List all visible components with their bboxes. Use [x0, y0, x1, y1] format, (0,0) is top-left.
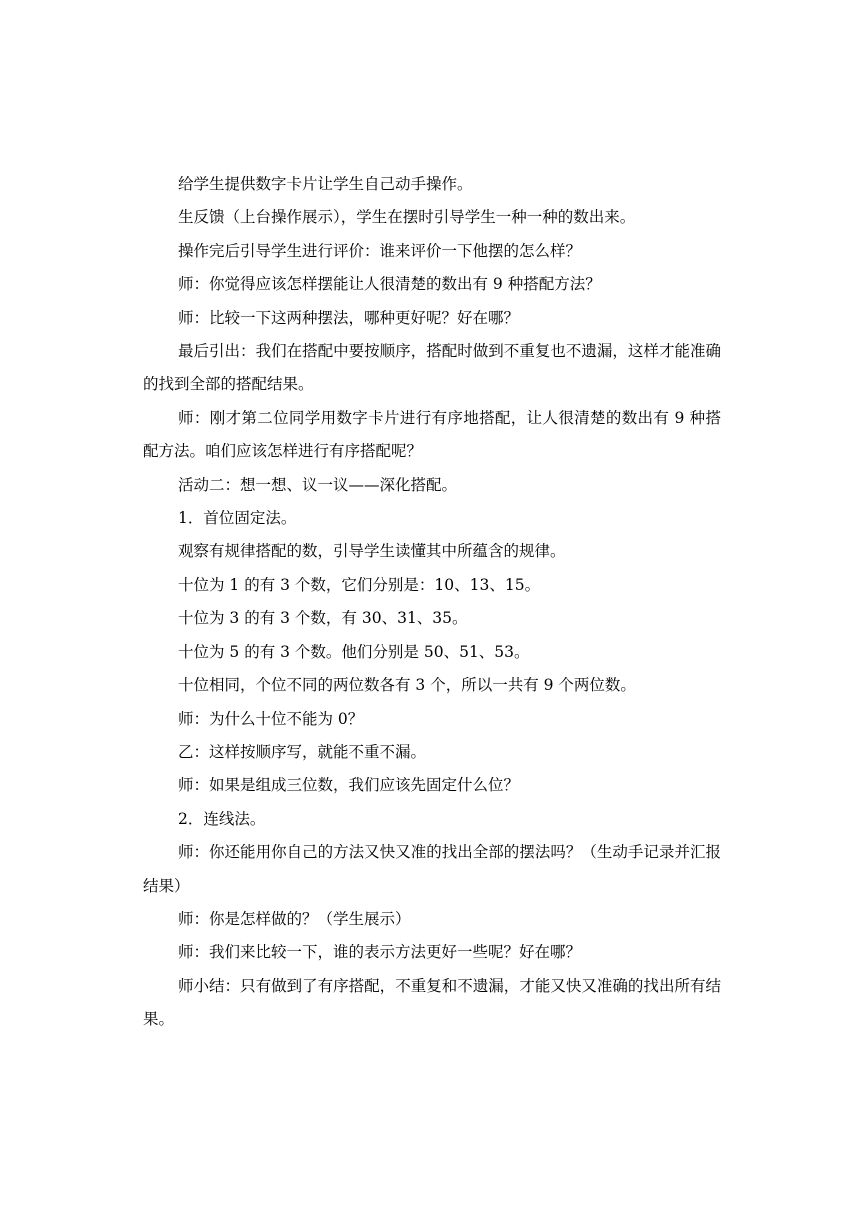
paragraph: 师：你是怎样做的？（学生展示）	[178, 909, 411, 928]
paragraph: 师：比较一下这两种摆法，哪种更好呢？好在哪？	[178, 308, 520, 327]
paragraph: 十位相同，个位不同的两位数各有 3 个，所以一共有 9 个两位数。	[178, 676, 636, 695]
paragraph: 观察有规律搭配的数，引导学生读懂其中所蕴含的规律。	[178, 542, 566, 561]
paragraph: 师：我们来比较一下，谁的表示方法更好一些呢？好在哪？	[178, 943, 582, 962]
paragraph: 师小结：只有做到了有序搭配，不重复和不遗漏，才能又快又准确的找出所有结果。	[143, 976, 721, 1029]
paragraph: 生反馈（上台操作展示），学生在摆时引导学生一种一种的数出来。	[178, 208, 636, 227]
paragraph: 最后引出：我们在搭配中要按顺序，搭配时做到不重复也不遗漏，这样才能准确的找到全部的搭配结果。	[143, 342, 721, 394]
paragraph: 师：你觉得应该怎样摆能让人很清楚的数出有 9 种搭配方法？	[178, 275, 601, 294]
paragraph: 师：刚才第二位同学用数字卡片进行有序地搭配，让人很清楚的数出有 9 种搭配方法。咱们应该怎样进行有序搭配呢？	[143, 408, 721, 461]
paragraph: 师：如果是组成三位数，我们应该先固定什么位？	[178, 776, 520, 795]
paragraph: 乙：这样按顺序写，就能不重不漏。	[178, 742, 427, 761]
paragraph: 活动二：想一想、议一议——深化搭配。	[178, 475, 458, 494]
paragraph: 师：你还能用你自己的方法又快又准的找出全部的摆法吗？（生动手记录并汇报结果）	[143, 843, 721, 895]
section-heading: 2．连线法。	[178, 809, 266, 828]
document-body	[143, 168, 721, 1037]
paragraph: 十位为 1 的有 3 个数，它们分别是：10、13、15。	[178, 575, 541, 594]
paragraph: 操作完后引导学生进行评价：谁来评价一下他摆的怎么样？	[178, 241, 582, 260]
paragraph: 十位为 5 的有 3 个数。他们分别是 50、51、53。	[178, 642, 530, 661]
paragraph: 十位为 3 的有 3 个数，有 30、31、35。	[178, 609, 468, 628]
paragraph: 师：为什么十位不能为 0？	[178, 709, 364, 728]
paragraph: 给学生提供数字卡片让学生自己动手操作。	[178, 175, 473, 193]
section-heading: 1．首位固定法。	[178, 509, 297, 528]
